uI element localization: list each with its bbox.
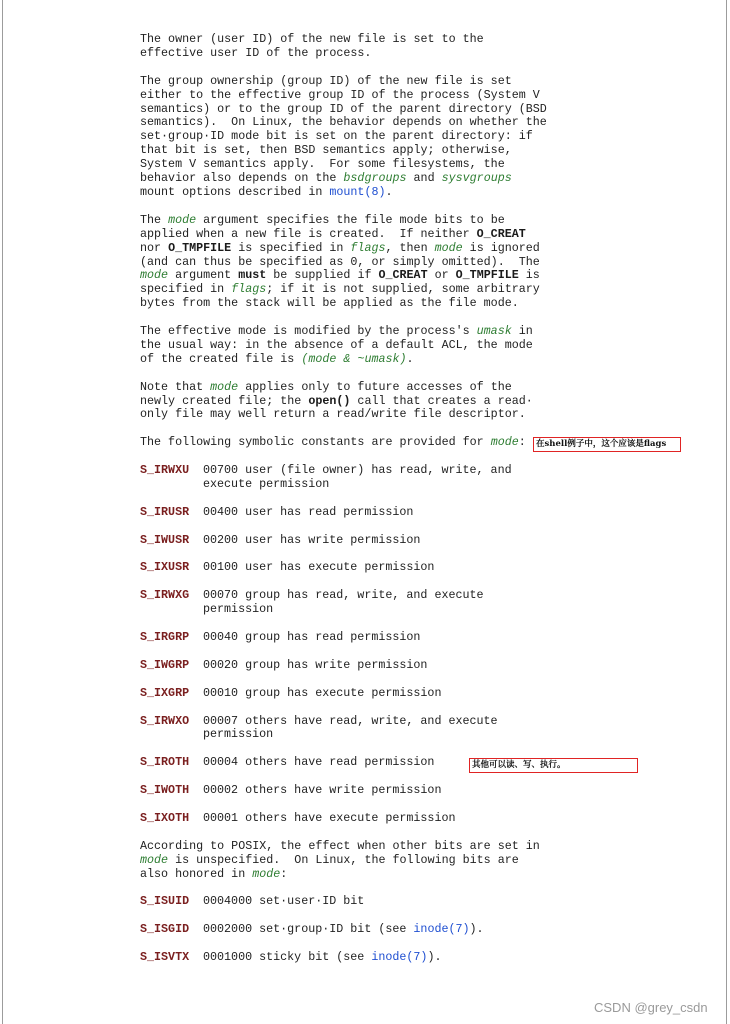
text-line (140, 144, 700, 158)
argument-bsdgroups: bsdgroups (343, 171, 407, 186)
term-o-tmpfile: O_TMPFILE (168, 240, 232, 255)
text-line (140, 242, 700, 256)
constant-name: S_IWGRP (140, 657, 190, 672)
constant-description (203, 951, 441, 965)
text-segment: (and can thus be specified as 0, or simply omitted). The (140, 254, 540, 269)
text-line (140, 269, 700, 283)
text-line (140, 868, 700, 882)
constant-description (203, 506, 413, 520)
constant-name: S_IXUSR (140, 560, 190, 575)
constant-description (203, 561, 434, 575)
constant-name: S_ISUID (140, 894, 190, 909)
csdn-watermark: CSDN @grey_csdn (594, 1000, 708, 1015)
text-segment: 0001000 sticky bit (see (203, 949, 372, 964)
text-line (140, 854, 700, 868)
text-segment: 0002000 set·group·ID bit (see (203, 922, 414, 937)
text-segment: 00040 group has read permission (203, 630, 421, 645)
text-segment: 00100 user has execute permission (203, 560, 435, 575)
text-segment: : (280, 866, 288, 881)
constant-entry (140, 687, 700, 701)
term-o-tmpfile: O_TMPFILE (455, 268, 519, 283)
constant-description (203, 715, 498, 743)
constant-name: S_IRGRP (140, 630, 190, 645)
text-segment: permission (203, 602, 274, 617)
constant-description (203, 784, 441, 798)
text-segment: nor (140, 240, 169, 255)
page-right-border (726, 0, 727, 1024)
term-o-creat: O_CREAT (476, 226, 526, 241)
argument-umask: umask (476, 324, 512, 339)
text-line (140, 172, 700, 186)
text-segment: 0004000 set·user·ID bit (203, 894, 365, 909)
text-segment: is (518, 268, 540, 283)
text-line (140, 228, 700, 242)
text-segment: The owner (user ID) of the new file is set to the (140, 32, 484, 46)
text-segment: : (518, 435, 526, 450)
text-segment: semantics) or to the group ID of the parent directory (BSD (140, 101, 547, 116)
text-segment: that bit is set, then BSD semantics apply; otherwise, (140, 143, 512, 158)
text-line (140, 103, 700, 117)
text-segment: 00020 group has write permission (203, 657, 428, 672)
inode-7-link[interactable]: inode(7) (413, 922, 470, 937)
text-segment: mount options described in (140, 184, 330, 199)
text-segment: The effective mode is modified by the process's (140, 324, 477, 339)
argument-mode: mode (434, 240, 463, 255)
constant-name: S_IWUSR (140, 532, 190, 547)
constant-entry (140, 659, 700, 673)
text-segment: newly created file; the (140, 393, 309, 408)
constant-entry (140, 895, 700, 909)
text-line (203, 951, 441, 965)
text-line (203, 534, 420, 548)
page-left-border (2, 0, 3, 1024)
constant-name: S_ISVTX (140, 949, 190, 964)
text-line (140, 47, 700, 61)
text-segment: ; if it is not supplied, some arbitrary (266, 282, 540, 297)
text-line (140, 325, 700, 339)
text-line (140, 75, 700, 89)
text-line (140, 381, 700, 395)
constant-description (203, 895, 364, 909)
text-segment: Note that (140, 379, 211, 394)
constant-entry (140, 561, 700, 575)
text-segment: The following symbolic constants are provided for (140, 435, 491, 450)
constant-name: S_IRWXU (140, 463, 190, 478)
constant-entry (140, 715, 700, 743)
paragraph (140, 381, 700, 423)
argument-mode: mode (168, 212, 197, 227)
text-segment: execute permission (203, 477, 330, 491)
constant-entry (140, 923, 700, 937)
constant-description (203, 687, 441, 701)
text-segment: is unspecified. On Linux, the following bits are (168, 852, 519, 867)
constant-name: S_IRWXO (140, 713, 190, 728)
text-line (203, 659, 427, 673)
text-line (140, 339, 700, 353)
text-segment: permission (203, 727, 274, 742)
text-segment: set·group·ID mode bit is set on the parent directory: if (140, 129, 533, 144)
paragraph (140, 840, 700, 882)
text-line (140, 33, 700, 47)
text-segment: is specified in (231, 240, 351, 255)
constant-description (203, 812, 456, 826)
term-open: open() (308, 393, 351, 408)
text-segment: The group ownership (group ID) of the new file is set (140, 73, 512, 88)
text-segment: behavior also depends on the (140, 171, 344, 186)
constant-entry (140, 812, 700, 826)
text-segment: , then (385, 240, 435, 255)
constant-entry (140, 631, 700, 645)
text-line (203, 464, 512, 478)
text-segment: 00010 group has execute permission (203, 685, 442, 700)
text-segment: only file may well return a read/write file descriptor. (140, 407, 526, 422)
text-segment: System V semantics apply. For some filesystems, the (140, 157, 505, 172)
constant-entry (140, 464, 700, 492)
paragraph (140, 325, 700, 367)
text-line (140, 353, 700, 367)
text-segment: be supplied if (266, 268, 379, 283)
text-segment: call that creates a read· (350, 393, 533, 408)
text-line (203, 715, 498, 729)
text-segment: According to POSIX, the effect when other bits are set in (140, 838, 540, 853)
term-o-creat: O_CREAT (378, 268, 428, 283)
argument-mode: mode (140, 268, 169, 283)
constant-entry (140, 589, 700, 617)
text-line (140, 283, 700, 297)
text-line (140, 130, 700, 144)
text-segment: The (140, 212, 169, 227)
argument-mode-umask: (mode & ~umask) (301, 351, 407, 366)
constant-name: S_IWOTH (140, 783, 190, 798)
constant-name: S_IROTH (140, 755, 190, 770)
text-segment: . (406, 351, 414, 366)
text-line (203, 478, 512, 492)
text-segment: 00400 user has read permission (203, 504, 414, 519)
argument-mode: mode (252, 866, 281, 881)
text-line (140, 840, 700, 854)
constant-name: S_IXOTH (140, 810, 190, 825)
text-line (140, 158, 700, 172)
constant-description (203, 756, 434, 770)
text-segment: the usual way: in the absence of a default ACL, the mode (140, 337, 533, 352)
text-segment: bytes from the stack will be applied as the file mode. (140, 296, 519, 311)
text-line (203, 561, 434, 575)
text-line (203, 895, 364, 909)
constant-description (203, 923, 484, 937)
argument-sysvgroups: sysvgroups (441, 171, 512, 186)
text-line (140, 256, 700, 270)
constant-description (203, 589, 484, 617)
text-line (203, 728, 498, 742)
text-line (140, 297, 700, 311)
argument-flags: flags (350, 240, 386, 255)
constant-name: S_IRUSR (140, 504, 190, 519)
text-line (203, 687, 441, 701)
text-segment: 00002 others have write permission (203, 783, 442, 798)
inode-7-link[interactable]: inode(7) (371, 949, 428, 964)
argument-mode: mode (490, 435, 519, 450)
text-segment: 00700 user (file owner) has read, write, and (203, 463, 512, 478)
text-segment: 00007 others have read, write, and execute (203, 713, 498, 728)
text-segment: 00001 others have execute permission (203, 810, 456, 825)
term-must: must (238, 268, 267, 283)
argument-mode: mode (210, 379, 239, 394)
annotation-others-note: 其他可以读、写、执行。 (469, 758, 638, 773)
constant-name: S_ISGID (140, 922, 190, 937)
text-line (203, 923, 484, 937)
constant-name: S_IXGRP (140, 685, 190, 700)
argument-mode: mode (140, 852, 169, 867)
text-segment: 00004 others have read permission (203, 755, 435, 770)
text-segment: argument specifies the file mode bits to be (196, 212, 505, 227)
text-line (203, 631, 420, 645)
mount-8-link[interactable]: mount(8) (329, 184, 386, 199)
text-segment: applied when a new file is created. If neither (140, 226, 477, 241)
constant-entry (140, 951, 700, 965)
text-line (140, 116, 700, 130)
constant-entry (140, 784, 700, 798)
text-segment: is ignored (462, 240, 540, 255)
constant-name: S_IRWXG (140, 588, 190, 603)
text-segment: or (427, 268, 456, 283)
man-page-document (140, 33, 700, 965)
text-line (140, 395, 700, 409)
constant-entry (140, 506, 700, 520)
text-line (203, 756, 434, 770)
text-segment: ). (427, 949, 442, 964)
paragraph (140, 75, 700, 200)
text-segment: specified in (140, 282, 232, 297)
paragraph (140, 33, 700, 61)
constant-description (203, 464, 512, 492)
text-segment: also honored in (140, 866, 253, 881)
text-segment: effective user ID of the process. (140, 45, 372, 60)
text-segment: 00070 group has read, write, and execute (203, 588, 484, 603)
text-line (140, 89, 700, 103)
constant-description (203, 534, 420, 548)
text-line (203, 506, 413, 520)
text-line (140, 214, 700, 228)
text-segment: ). (469, 922, 484, 937)
constant-entry (140, 534, 700, 548)
text-segment: . (385, 184, 393, 199)
text-segment: applies only to future accesses of the (238, 379, 512, 394)
text-line (203, 603, 484, 617)
paragraph (140, 214, 700, 311)
text-line (203, 589, 484, 603)
text-line (203, 784, 441, 798)
constant-description (203, 631, 420, 645)
annotation-flags-note: 在shell例子中，这个应该是flags (533, 437, 681, 452)
text-line (140, 186, 700, 200)
text-segment: argument (168, 268, 239, 283)
text-segment: semantics). On Linux, the behavior depends on whether the (140, 115, 547, 130)
text-segment: 00200 user has write permission (203, 532, 421, 547)
text-segment: of the created file is (140, 351, 302, 366)
text-line (203, 812, 456, 826)
argument-flags: flags (231, 282, 267, 297)
text-line (140, 408, 700, 422)
constant-description (203, 659, 427, 673)
text-segment: in (511, 324, 533, 339)
text-segment: and (406, 171, 442, 186)
text-segment: either to the effective group ID of the process (System V (140, 87, 540, 102)
